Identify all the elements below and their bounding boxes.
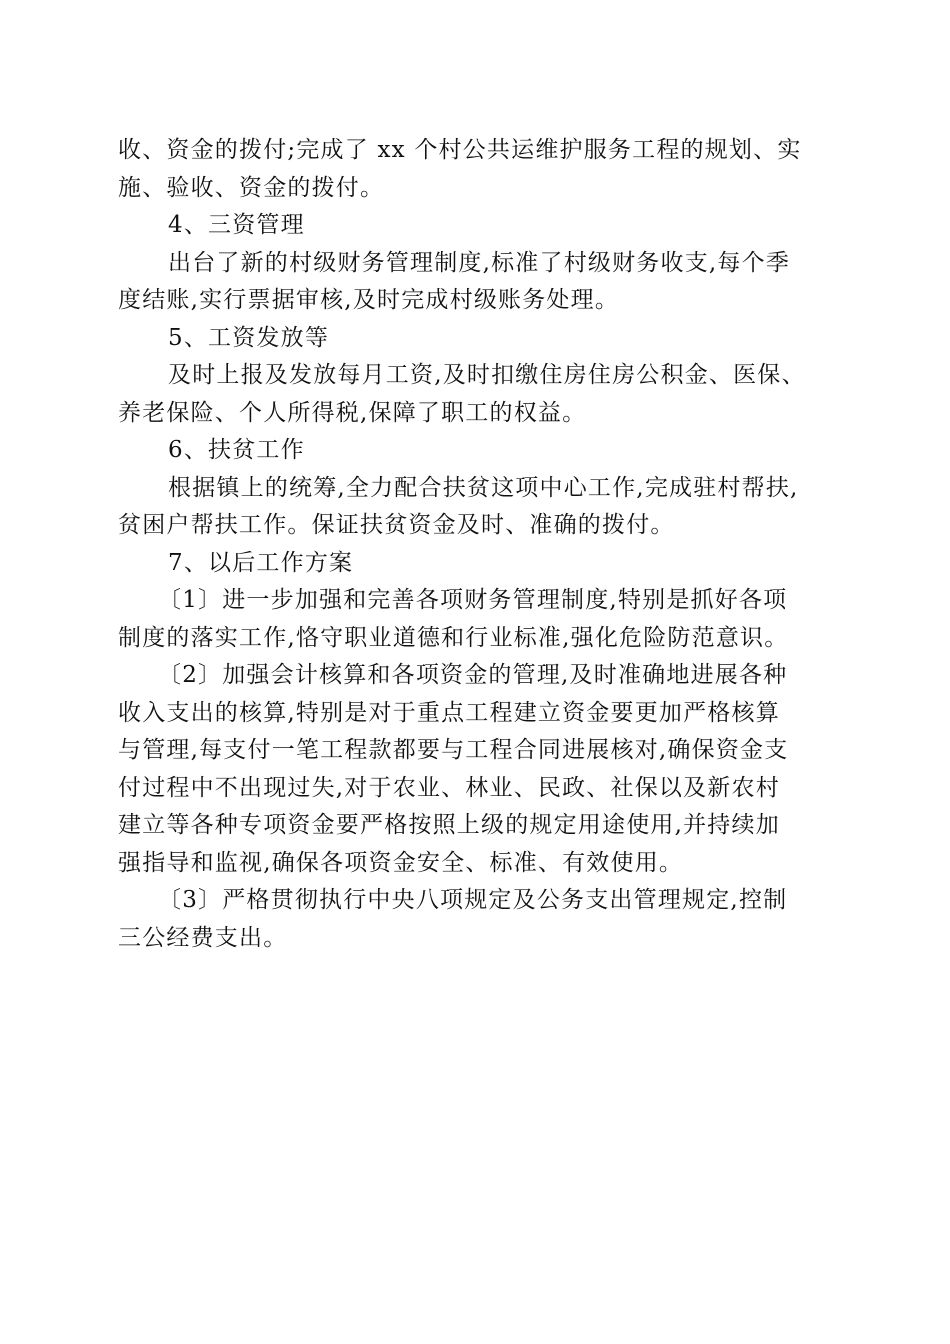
text-line: 养老保险、个人所得税,保障了职工的权益。 (118, 399, 587, 426)
section-heading-6: 6、扶贫工作 (168, 437, 305, 463)
text-line: 三公经费支出。 (118, 924, 288, 951)
text-line: 贫困户帮扶工作。保证扶贫资金及时、准确的拨付。 (118, 512, 675, 538)
text-line: 与管理,每支付一笔工程款都要与工程合同进展核对,确保资金支 (118, 737, 789, 763)
text-line: 建立等各种专项资金要严格按照上级的规定用途使用,并持续加 (118, 812, 780, 838)
text-line: 制度的落实工作,恪守职业道德和行业标准,强化危险防范意识。 (118, 624, 789, 651)
text-line: 收入支出的核算,特别是对于重点工程建立资金要更加严格核算 (118, 699, 780, 726)
document-body (118, 132, 838, 957)
text-line: 度结账,实行票据审核,及时完成村级账务处理。 (118, 287, 620, 313)
list-item-1: 〔1〕进一步加强和完善各项财务管理制度,特别是抓好各项 (158, 587, 788, 613)
text-line: 收、资金的拨付;完成了 xx 个村公共运维护服务工程的规划、实 (118, 137, 802, 163)
text-line: 付过程中不出现过失,对于农业、林业、民政、社保以及新农村 (118, 774, 780, 801)
text-line: 及时上报及发放每月工资,及时扣缴住房住房公积金、医保、 (168, 362, 806, 388)
text-line: 根据镇上的统筹,全力配合扶贫这项中心工作,完成驻村帮扶, (168, 474, 799, 501)
list-item-2: 〔2〕加强会计核算和各项资金的管理,及时准确地进展各种 (158, 662, 788, 688)
text-line: 强指导和监视,确保各项资金安全、标准、有效使用。 (118, 849, 684, 876)
section-heading-7: 7、以后工作方案 (168, 549, 354, 576)
text-line: 出台了新的村级财务管理制度,标准了村级财务收支,每个季 (168, 249, 791, 276)
section-heading-4: 4、三资管理 (168, 212, 305, 238)
section-heading-5: 5、工资发放等 (168, 324, 330, 351)
text-line: 施、验收、资金的拨付。 (118, 174, 385, 201)
list-item-3: 〔3〕严格贯彻执行中央八项规定及公务支出管理规定,控制 (158, 887, 788, 913)
